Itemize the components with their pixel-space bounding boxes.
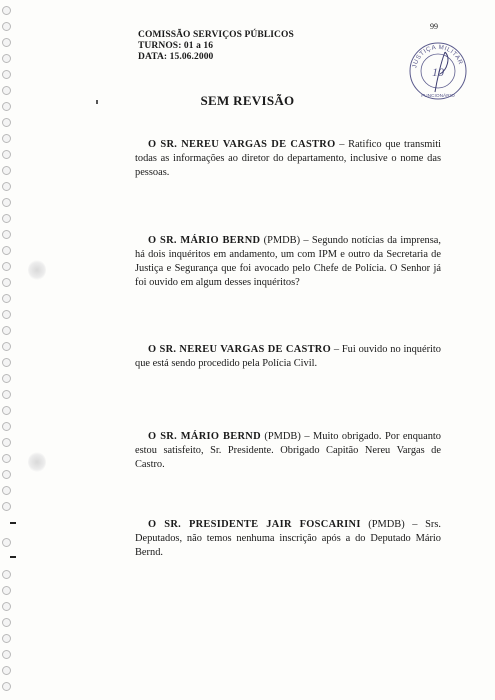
speaker-party: (PMDB): [263, 235, 301, 246]
hole-shadow: [28, 260, 46, 280]
speech-text: – Ratifico que transmiti todas as informações ao diretor do departamento, inclusive o nome das pessoas.: [135, 139, 441, 178]
speech-paragraph: [135, 234, 441, 290]
speaker-name: O SR. NEREU VARGAS DE CASTRO: [148, 344, 331, 355]
document-header: [138, 30, 294, 63]
speech-text: – Muito obrigado. Por enquanto estou satisfeito, Sr. Presidente. Obrigado Capitão Nereu Vargas de Castro.: [135, 431, 441, 470]
stamp-ring-text: JUSTIÇA MILITAR: [411, 43, 465, 69]
speech-paragraph: [135, 138, 441, 180]
stamp-bottom-text: FUNCIONÁRIO: [421, 94, 455, 99]
header-committee: COMISSÃO SERVIÇOS PÚBLICOS: [138, 30, 294, 40]
header-date: DATA: 15.06.2000: [138, 52, 214, 62]
speaker-name: O SR. MÁRIO BERND: [148, 235, 261, 246]
speaker-party: (PMDB): [264, 431, 301, 442]
stamp-number: 10: [432, 65, 444, 79]
speech-text: – Fui ouvido no inquérito que está sendo procedido pela Polícia Civil.: [135, 344, 442, 369]
speech-text: – Srs. Deputados, não temos nenhuma inscrição após a do Deputado Mário Bernd.: [135, 519, 441, 558]
speaker-name: O SR. MÁRIO BERND: [148, 431, 261, 442]
speaker-party: (PMDB): [368, 519, 405, 530]
stray-mark: [96, 100, 98, 104]
speech-paragraph: [135, 518, 441, 560]
speech-paragraph: [135, 430, 441, 472]
speaker-name: O SR. PRESIDENTE JAIR FOSCARINI: [148, 519, 361, 530]
document-title: SEM REVISÃO: [200, 93, 295, 108]
hole-shadow: [28, 452, 46, 472]
speech-paragraph: [135, 343, 441, 371]
margin-mark: [10, 522, 16, 524]
page-number: 99: [430, 22, 438, 31]
speaker-name: O SR. NEREU VARGAS DE CASTRO: [148, 139, 336, 150]
header-shifts: TURNOS: 01 a 16: [138, 41, 214, 51]
speech-text: – Segundo notícias da imprensa, há dois inquéritos em andamento, um com IPM e outro da Secretaria de Justiça e Segurança que foi avocado pelo Chefe de Polícia. O Senhor já foi ouvido em algum desses inquéritos?: [135, 235, 441, 288]
margin-mark: [10, 556, 16, 558]
